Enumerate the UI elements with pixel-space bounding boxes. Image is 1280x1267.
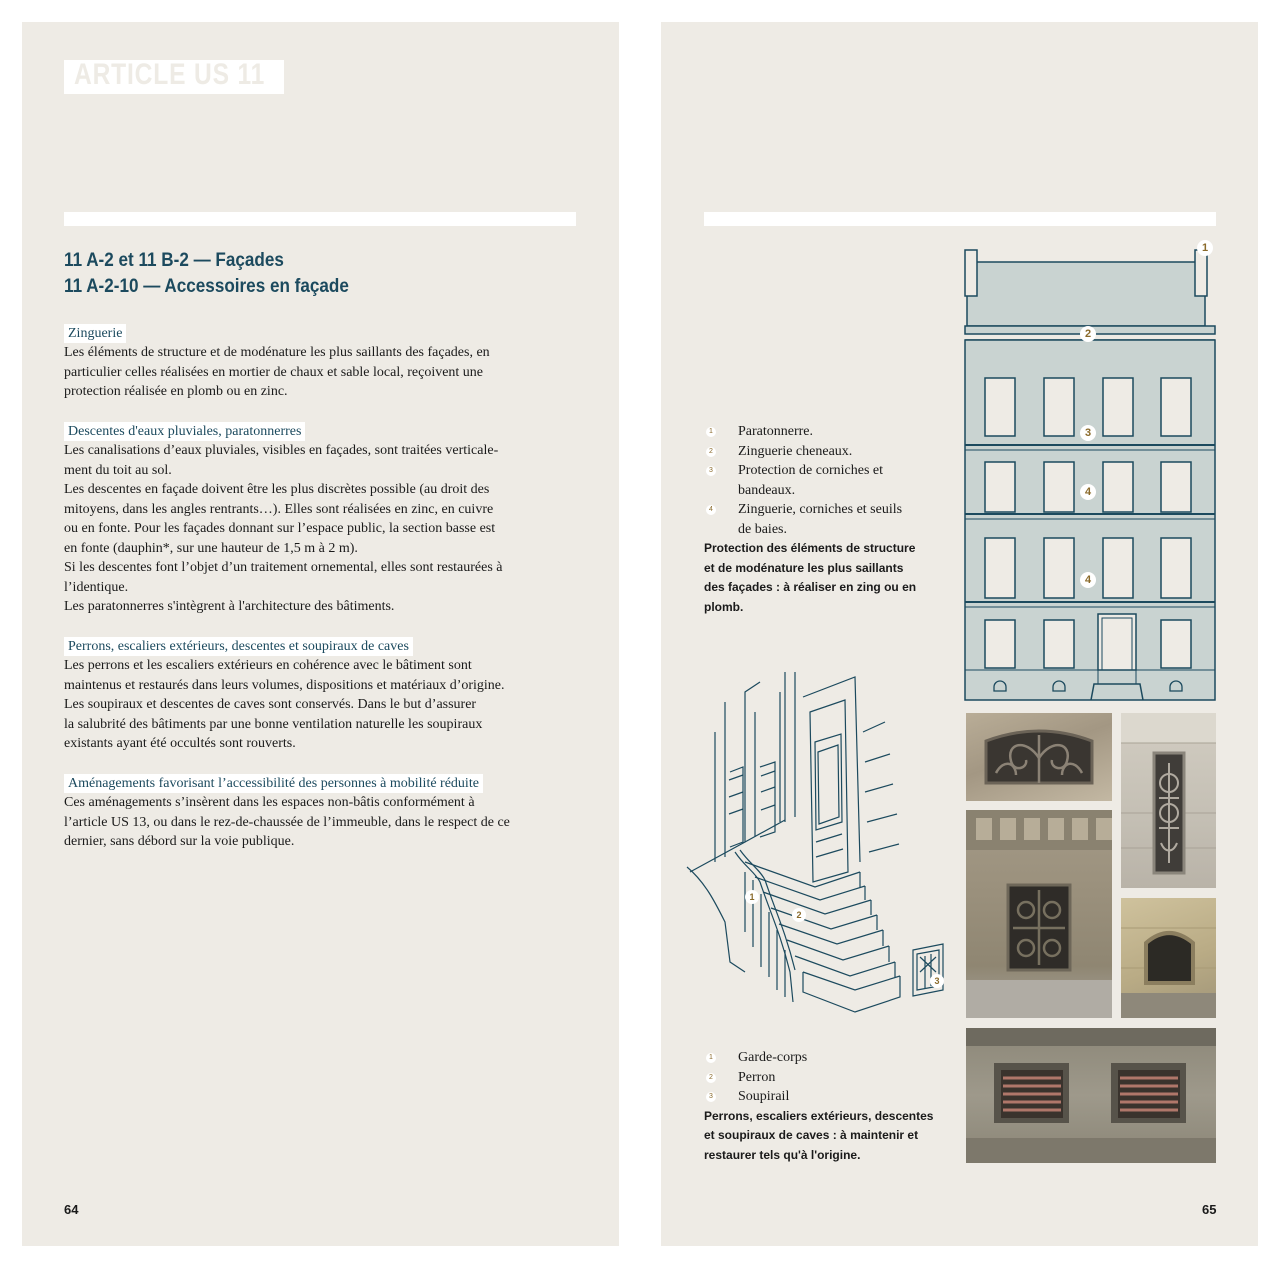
legend-number: 2 xyxy=(706,447,716,457)
left-page xyxy=(22,22,619,1246)
text-line: Les perrons et les escaliers extérieurs en cohérence avec le bâtiment sont xyxy=(64,658,472,673)
facade-legend xyxy=(704,422,916,617)
section-title-line1: 11 A-2 et 11 B-2 — Façades xyxy=(64,250,284,271)
text-line: l’identique. xyxy=(64,579,129,595)
text-line: Les éléments de structure et de modénature les plus saillants des façades, en xyxy=(64,345,490,360)
legend-item: 3 Protection de corniches et xyxy=(704,461,916,481)
subhead-zinguerie: Zinguerie xyxy=(64,324,126,343)
subhead-descentes: Descentes d'eaux pluviales, paratonnerres xyxy=(64,422,305,441)
section-title xyxy=(64,248,381,300)
stair-legend xyxy=(704,1048,933,1165)
facade-marker-3: 3 xyxy=(1080,425,1096,441)
paragraph-descentes xyxy=(64,441,584,617)
photo-basement-window-grille xyxy=(966,810,1112,1018)
text-line: Ces aménagements s’insèrent dans les espaces non-bâtis conformément à xyxy=(64,795,475,810)
text-line: Les canalisations d’eaux pluviales, visibles en façades, sont traitées verticale- xyxy=(64,443,499,458)
legend-item: 4 Zinguerie, corniches et seuils xyxy=(704,500,916,520)
facade-marker-2: 2 xyxy=(1080,326,1096,342)
page-number-right: 65 xyxy=(1202,1202,1217,1217)
sketch-marker-2: 2 xyxy=(792,908,806,922)
facade-caption: Protection des éléments de structure et de modénature les plus saillants des façades : à réaliser en zing ou en plomb. xyxy=(704,541,917,614)
legend-item: 1 Paratonnerre. xyxy=(704,422,916,442)
photo-narrow-window-ironwork xyxy=(1121,713,1216,888)
staircase-sketch xyxy=(685,672,957,1034)
paragraph-accessibilite xyxy=(64,793,584,852)
legend-number: 4 xyxy=(706,505,716,515)
paragraph-zinguerie xyxy=(64,343,584,402)
facade-marker-1: 1 xyxy=(1197,240,1213,256)
page-number-left: 64 xyxy=(64,1202,79,1217)
text-line: Les descentes en façade doivent être les plus discrètes possible (au droit des xyxy=(64,482,490,497)
legend-item: 2 Zinguerie cheneaux. xyxy=(704,442,916,462)
text-line: l’article US 13, ou dans le rez-de-chaussée de l’immeuble, dans le respect de ce xyxy=(64,814,510,830)
legend-item-continued: de baies. xyxy=(738,521,787,537)
legend-number: 2 xyxy=(706,1073,716,1083)
facade-marker-4b: 4 xyxy=(1080,572,1096,588)
sketch-marker-3: 3 xyxy=(930,974,944,988)
stair-caption: Perrons, escaliers extérieurs, descentes et soupiraux de caves : à maintenir et restaurer tels qu'à l'origine. xyxy=(704,1108,934,1162)
text-line: dernier, sans débord sur la voie publique. xyxy=(64,834,295,849)
article-title: ARTICLE US 11 xyxy=(74,58,266,91)
photo-twin-basement-vents xyxy=(966,1028,1216,1163)
text-line: particulier celles réalisées en mortier de chaux et sable local, reçoivent une xyxy=(64,364,484,380)
text-line: maintenus et restaurés dans leurs volumes, dispositions et matériaux d’origine. xyxy=(64,677,505,693)
facade-marker-4a: 4 xyxy=(1080,484,1096,500)
legend-number: 1 xyxy=(706,1053,716,1063)
paragraph-perrons xyxy=(64,656,584,754)
section-title-line2: 11 A-2-10 — Accessoires en façade xyxy=(64,276,349,297)
facade-elevation-drawing xyxy=(961,242,1221,704)
photo-arched-soupirail xyxy=(1121,898,1216,1018)
text-line: existants ayant été occultés sont rouverts. xyxy=(64,736,296,751)
legend-item-continued: bandeaux. xyxy=(738,482,796,498)
header-bar xyxy=(64,212,576,226)
photo-basement-grille-arched xyxy=(966,713,1112,801)
text-line: ou en fonte. Pour les façades donnant sur l’espace public, la section basse est xyxy=(64,521,496,536)
legend-item: 1 Garde-corps xyxy=(704,1048,933,1068)
subhead-accessibilite: Aménagements favorisant l’accessibilité des personnes à mobilité réduite xyxy=(64,774,483,793)
text-line: ment du toit au sol. xyxy=(64,462,172,478)
text-line: Les paratonnerres s'intègrent à l'architecture des bâtiments. xyxy=(64,599,395,614)
text-line: mitoyens, dans les angles rentrants…). Elles sont réalisées en zinc, en cuivre xyxy=(64,501,494,517)
text-line: Les soupiraux et descentes de caves sont conservés. Dans le but d’assurer xyxy=(64,697,477,712)
text-line: la salubrité des bâtiments par une bonne ventilation naturelle les soupiraux xyxy=(64,716,483,732)
legend-number: 3 xyxy=(706,466,716,476)
right-page xyxy=(661,22,1258,1246)
legend-item: 3 Soupirail xyxy=(704,1087,933,1107)
legend-item: 2 Perron xyxy=(704,1068,933,1088)
legend-number: 3 xyxy=(706,1092,716,1102)
sketch-marker-1: 1 xyxy=(745,890,759,904)
legend-number: 1 xyxy=(706,427,716,437)
header-bar xyxy=(704,212,1216,226)
subhead-perrons: Perrons, escaliers extérieurs, descentes et soupiraux de caves xyxy=(64,637,413,656)
text-line: en fonte (dauphin*, sur une hauteur de 1,5 m à 2 m). xyxy=(64,540,358,556)
text-line: Si les descentes font l’objet d’un traitement ornemental, elles sont restaurées à xyxy=(64,560,503,575)
text-line: protection réalisée en plomb ou en zinc. xyxy=(64,384,288,399)
